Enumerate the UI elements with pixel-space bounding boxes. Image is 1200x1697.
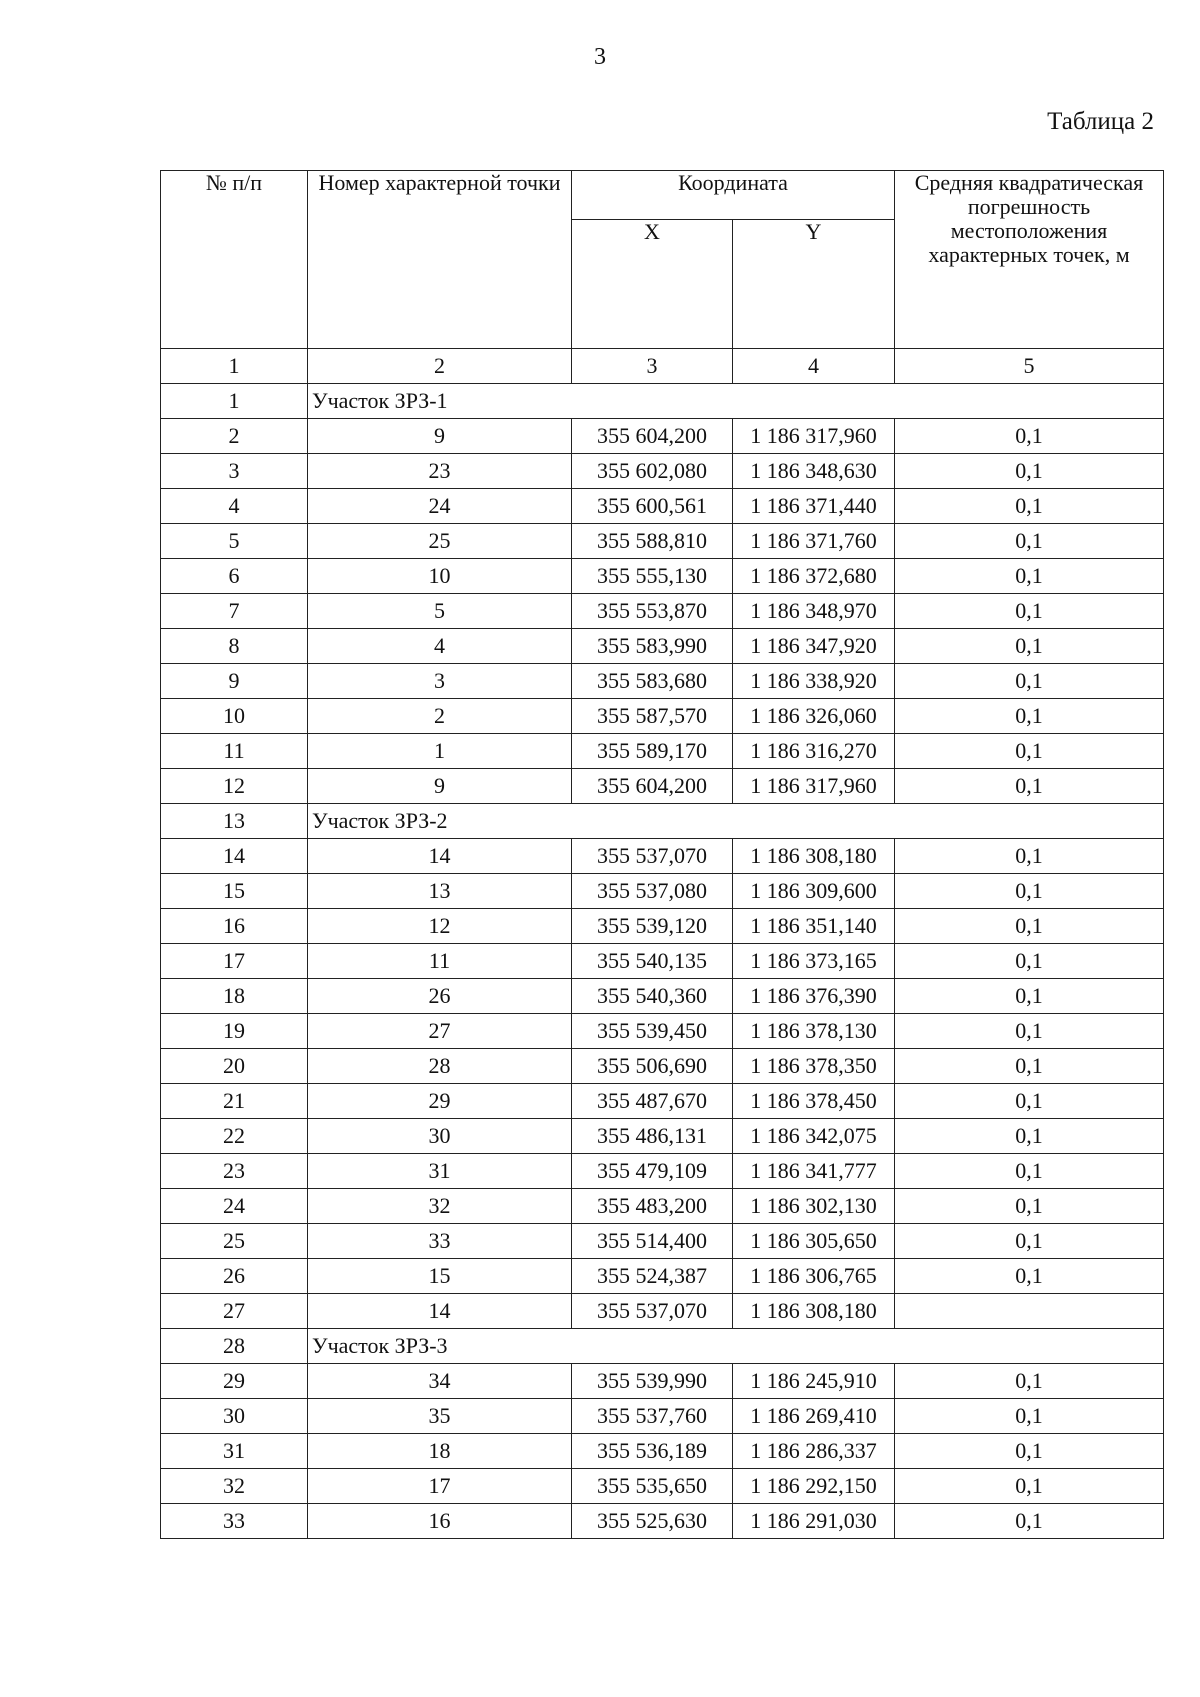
row-number: 12 bbox=[161, 769, 308, 804]
coord-x: 355 588,810 bbox=[572, 524, 733, 559]
coord-y: 1 186 341,777 bbox=[733, 1154, 895, 1189]
coord-y: 1 186 308,180 bbox=[733, 1294, 895, 1329]
point-number: 34 bbox=[308, 1364, 572, 1399]
page-number: 3 bbox=[594, 44, 606, 70]
error-value: 0,1 bbox=[895, 1434, 1164, 1469]
point-number: 27 bbox=[308, 1014, 572, 1049]
table-row bbox=[161, 1399, 1164, 1434]
coord-x: 355 553,870 bbox=[572, 594, 733, 629]
column-number: 2 bbox=[308, 349, 572, 384]
table-body bbox=[161, 384, 1164, 1539]
coord-x: 355 539,990 bbox=[572, 1364, 733, 1399]
header-x: X bbox=[572, 220, 733, 349]
point-number: 25 bbox=[308, 524, 572, 559]
coord-x: 355 587,570 bbox=[572, 699, 733, 734]
point-number: 18 bbox=[308, 1434, 572, 1469]
error-value: 0,1 bbox=[895, 1469, 1164, 1504]
row-number: 32 bbox=[161, 1469, 308, 1504]
point-number: 24 bbox=[308, 489, 572, 524]
point-number: 35 bbox=[308, 1399, 572, 1434]
coord-y: 1 186 292,150 bbox=[733, 1469, 895, 1504]
table-row bbox=[161, 419, 1164, 454]
coord-x: 355 583,680 bbox=[572, 664, 733, 699]
table-row bbox=[161, 909, 1164, 944]
point-number: 13 bbox=[308, 874, 572, 909]
row-number: 19 bbox=[161, 1014, 308, 1049]
column-number: 1 bbox=[161, 349, 308, 384]
error-value: 0,1 bbox=[895, 769, 1164, 804]
row-number: 3 bbox=[161, 454, 308, 489]
table-row bbox=[161, 629, 1164, 664]
table-row bbox=[161, 1434, 1164, 1469]
point-number: 4 bbox=[308, 629, 572, 664]
column-number: 3 bbox=[572, 349, 733, 384]
table-row bbox=[161, 594, 1164, 629]
column-number: 5 bbox=[895, 349, 1164, 384]
table-row bbox=[161, 769, 1164, 804]
coord-x: 355 604,200 bbox=[572, 769, 733, 804]
point-number: 12 bbox=[308, 909, 572, 944]
header-point: Номер характерной точки bbox=[308, 171, 572, 349]
error-value: 0,1 bbox=[895, 839, 1164, 874]
table-caption: Таблица 2 bbox=[1047, 108, 1154, 135]
coord-y: 1 186 317,960 bbox=[733, 769, 895, 804]
coord-y: 1 186 286,337 bbox=[733, 1434, 895, 1469]
coord-x: 355 486,131 bbox=[572, 1119, 733, 1154]
coord-y: 1 186 372,680 bbox=[733, 559, 895, 594]
table-row bbox=[161, 489, 1164, 524]
row-number: 2 bbox=[161, 419, 308, 454]
table-row bbox=[161, 1014, 1164, 1049]
point-number: 11 bbox=[308, 944, 572, 979]
coord-y: 1 186 316,270 bbox=[733, 734, 895, 769]
coord-y: 1 186 291,030 bbox=[733, 1504, 895, 1539]
error-value: 0,1 bbox=[895, 1049, 1164, 1084]
coord-y: 1 186 376,390 bbox=[733, 979, 895, 1014]
error-value: 0,1 bbox=[895, 1504, 1164, 1539]
coord-y: 1 186 245,910 bbox=[733, 1364, 895, 1399]
error-value: 0,1 bbox=[895, 1154, 1164, 1189]
coord-x: 355 487,670 bbox=[572, 1084, 733, 1119]
point-number: 30 bbox=[308, 1119, 572, 1154]
row-number: 31 bbox=[161, 1434, 308, 1469]
error-value: 0,1 bbox=[895, 1399, 1164, 1434]
column-number: 4 bbox=[733, 349, 895, 384]
point-number: 28 bbox=[308, 1049, 572, 1084]
error-value: 0,1 bbox=[895, 1364, 1164, 1399]
row-number: 18 bbox=[161, 979, 308, 1014]
error-value: 0,1 bbox=[895, 979, 1164, 1014]
coord-y: 1 186 378,450 bbox=[733, 1084, 895, 1119]
error-value: 0,1 bbox=[895, 454, 1164, 489]
table-row bbox=[161, 454, 1164, 489]
coord-x: 355 536,189 bbox=[572, 1434, 733, 1469]
row-number: 25 bbox=[161, 1224, 308, 1259]
coord-y: 1 186 342,075 bbox=[733, 1119, 895, 1154]
row-number: 8 bbox=[161, 629, 308, 664]
row-number: 9 bbox=[161, 664, 308, 699]
error-value: 0,1 bbox=[895, 629, 1164, 664]
row-number: 28 bbox=[161, 1329, 308, 1364]
row-number: 6 bbox=[161, 559, 308, 594]
coord-x: 355 537,070 bbox=[572, 1294, 733, 1329]
table-row bbox=[161, 664, 1164, 699]
table-row bbox=[161, 1294, 1164, 1329]
row-number: 30 bbox=[161, 1399, 308, 1434]
table-row bbox=[161, 1224, 1164, 1259]
coord-y: 1 186 317,960 bbox=[733, 419, 895, 454]
error-value: 0,1 bbox=[895, 594, 1164, 629]
header-y: Y bbox=[733, 220, 895, 349]
row-number: 20 bbox=[161, 1049, 308, 1084]
point-number: 1 bbox=[308, 734, 572, 769]
error-value: 0,1 bbox=[895, 1014, 1164, 1049]
table-row bbox=[161, 1259, 1164, 1294]
coord-x: 355 524,387 bbox=[572, 1259, 733, 1294]
table-row bbox=[161, 1469, 1164, 1504]
coord-x: 355 604,200 bbox=[572, 419, 733, 454]
row-number: 29 bbox=[161, 1364, 308, 1399]
coord-y: 1 186 302,130 bbox=[733, 1189, 895, 1224]
row-number: 5 bbox=[161, 524, 308, 559]
table-row bbox=[161, 1504, 1164, 1539]
coord-x: 355 600,561 bbox=[572, 489, 733, 524]
point-number: 32 bbox=[308, 1189, 572, 1224]
coordinates-table bbox=[160, 170, 1164, 1539]
point-number: 31 bbox=[308, 1154, 572, 1189]
coord-x: 355 535,650 bbox=[572, 1469, 733, 1504]
row-number: 16 bbox=[161, 909, 308, 944]
row-number: 22 bbox=[161, 1119, 308, 1154]
point-number: 16 bbox=[308, 1504, 572, 1539]
point-number: 5 bbox=[308, 594, 572, 629]
row-number: 27 bbox=[161, 1294, 308, 1329]
coord-x: 355 537,080 bbox=[572, 874, 733, 909]
coord-x: 355 583,990 bbox=[572, 629, 733, 664]
point-number: 23 bbox=[308, 454, 572, 489]
coord-x: 355 555,130 bbox=[572, 559, 733, 594]
table-row bbox=[161, 839, 1164, 874]
coord-x: 355 602,080 bbox=[572, 454, 733, 489]
row-number: 7 bbox=[161, 594, 308, 629]
section-title: Участок ЗРЗ-2 bbox=[308, 804, 1164, 839]
coord-x: 355 589,170 bbox=[572, 734, 733, 769]
table-row bbox=[161, 1154, 1164, 1189]
row-number: 24 bbox=[161, 1189, 308, 1224]
error-value: 0,1 bbox=[895, 1189, 1164, 1224]
coord-y: 1 186 378,130 bbox=[733, 1014, 895, 1049]
coord-x: 355 539,450 bbox=[572, 1014, 733, 1049]
point-number: 3 bbox=[308, 664, 572, 699]
table-row bbox=[161, 1084, 1164, 1119]
coord-x: 355 540,360 bbox=[572, 979, 733, 1014]
coord-y: 1 186 269,410 bbox=[733, 1399, 895, 1434]
error-value: 0,1 bbox=[895, 559, 1164, 594]
row-number: 21 bbox=[161, 1084, 308, 1119]
coord-y: 1 186 309,600 bbox=[733, 874, 895, 909]
coord-y: 1 186 306,765 bbox=[733, 1259, 895, 1294]
table-row bbox=[161, 1364, 1164, 1399]
table-row bbox=[161, 874, 1164, 909]
row-number: 17 bbox=[161, 944, 308, 979]
coord-x: 355 479,109 bbox=[572, 1154, 733, 1189]
table-row bbox=[161, 944, 1164, 979]
table-row bbox=[161, 979, 1164, 1014]
coord-y: 1 186 308,180 bbox=[733, 839, 895, 874]
coord-x: 355 540,135 bbox=[572, 944, 733, 979]
error-value: 0,1 bbox=[895, 664, 1164, 699]
point-number: 33 bbox=[308, 1224, 572, 1259]
point-number: 14 bbox=[308, 839, 572, 874]
row-number: 14 bbox=[161, 839, 308, 874]
error-value: 0,1 bbox=[895, 1084, 1164, 1119]
section-title: Участок ЗРЗ-3 bbox=[308, 1329, 1164, 1364]
section-row bbox=[161, 804, 1164, 839]
header-coordinate: Координата bbox=[572, 171, 895, 220]
point-number: 9 bbox=[308, 769, 572, 804]
point-number: 14 bbox=[308, 1294, 572, 1329]
error-value: 0,1 bbox=[895, 1224, 1164, 1259]
table-row bbox=[161, 1189, 1164, 1224]
point-number: 2 bbox=[308, 699, 572, 734]
error-value: 0,1 bbox=[895, 524, 1164, 559]
coord-y: 1 186 351,140 bbox=[733, 909, 895, 944]
coord-x: 355 537,070 bbox=[572, 839, 733, 874]
row-number: 11 bbox=[161, 734, 308, 769]
coord-x: 355 525,630 bbox=[572, 1504, 733, 1539]
section-title: Участок ЗРЗ-1 bbox=[308, 384, 1164, 419]
coord-y: 1 186 371,440 bbox=[733, 489, 895, 524]
coord-y: 1 186 371,760 bbox=[733, 524, 895, 559]
point-number: 9 bbox=[308, 419, 572, 454]
coord-y: 1 186 348,630 bbox=[733, 454, 895, 489]
coord-x: 355 506,690 bbox=[572, 1049, 733, 1084]
header-num: № п/п bbox=[161, 171, 308, 349]
error-value: 0,1 bbox=[895, 874, 1164, 909]
point-number: 10 bbox=[308, 559, 572, 594]
error-value: 0,1 bbox=[895, 699, 1164, 734]
coord-x: 355 514,400 bbox=[572, 1224, 733, 1259]
point-number: 15 bbox=[308, 1259, 572, 1294]
table-row bbox=[161, 734, 1164, 769]
coord-y: 1 186 305,650 bbox=[733, 1224, 895, 1259]
section-row bbox=[161, 384, 1164, 419]
error-value: 0,1 bbox=[895, 1259, 1164, 1294]
table-row bbox=[161, 524, 1164, 559]
header-error: Средняя квадратическая погрешность местоположения характерных точек, м bbox=[895, 171, 1164, 349]
error-value: 0,1 bbox=[895, 734, 1164, 769]
table-row bbox=[161, 1049, 1164, 1084]
error-value bbox=[895, 1294, 1164, 1329]
row-number: 4 bbox=[161, 489, 308, 524]
row-number: 33 bbox=[161, 1504, 308, 1539]
section-row bbox=[161, 1329, 1164, 1364]
error-value: 0,1 bbox=[895, 909, 1164, 944]
point-number: 26 bbox=[308, 979, 572, 1014]
coord-x: 355 537,760 bbox=[572, 1399, 733, 1434]
row-number: 26 bbox=[161, 1259, 308, 1294]
coord-y: 1 186 348,970 bbox=[733, 594, 895, 629]
column-numbers-row bbox=[161, 349, 1164, 384]
row-number: 23 bbox=[161, 1154, 308, 1189]
error-value: 0,1 bbox=[895, 489, 1164, 524]
coord-y: 1 186 326,060 bbox=[733, 699, 895, 734]
row-number: 13 bbox=[161, 804, 308, 839]
table-row bbox=[161, 559, 1164, 594]
table-row bbox=[161, 699, 1164, 734]
coord-y: 1 186 338,920 bbox=[733, 664, 895, 699]
error-value: 0,1 bbox=[895, 1119, 1164, 1154]
coord-y: 1 186 373,165 bbox=[733, 944, 895, 979]
coord-y: 1 186 378,350 bbox=[733, 1049, 895, 1084]
coord-y: 1 186 347,920 bbox=[733, 629, 895, 664]
error-value: 0,1 bbox=[895, 944, 1164, 979]
row-number: 10 bbox=[161, 699, 308, 734]
table-row bbox=[161, 1119, 1164, 1154]
coord-x: 355 483,200 bbox=[572, 1189, 733, 1224]
row-number: 15 bbox=[161, 874, 308, 909]
point-number: 17 bbox=[308, 1469, 572, 1504]
row-number: 1 bbox=[161, 384, 308, 419]
error-value: 0,1 bbox=[895, 419, 1164, 454]
coord-x: 355 539,120 bbox=[572, 909, 733, 944]
point-number: 29 bbox=[308, 1084, 572, 1119]
